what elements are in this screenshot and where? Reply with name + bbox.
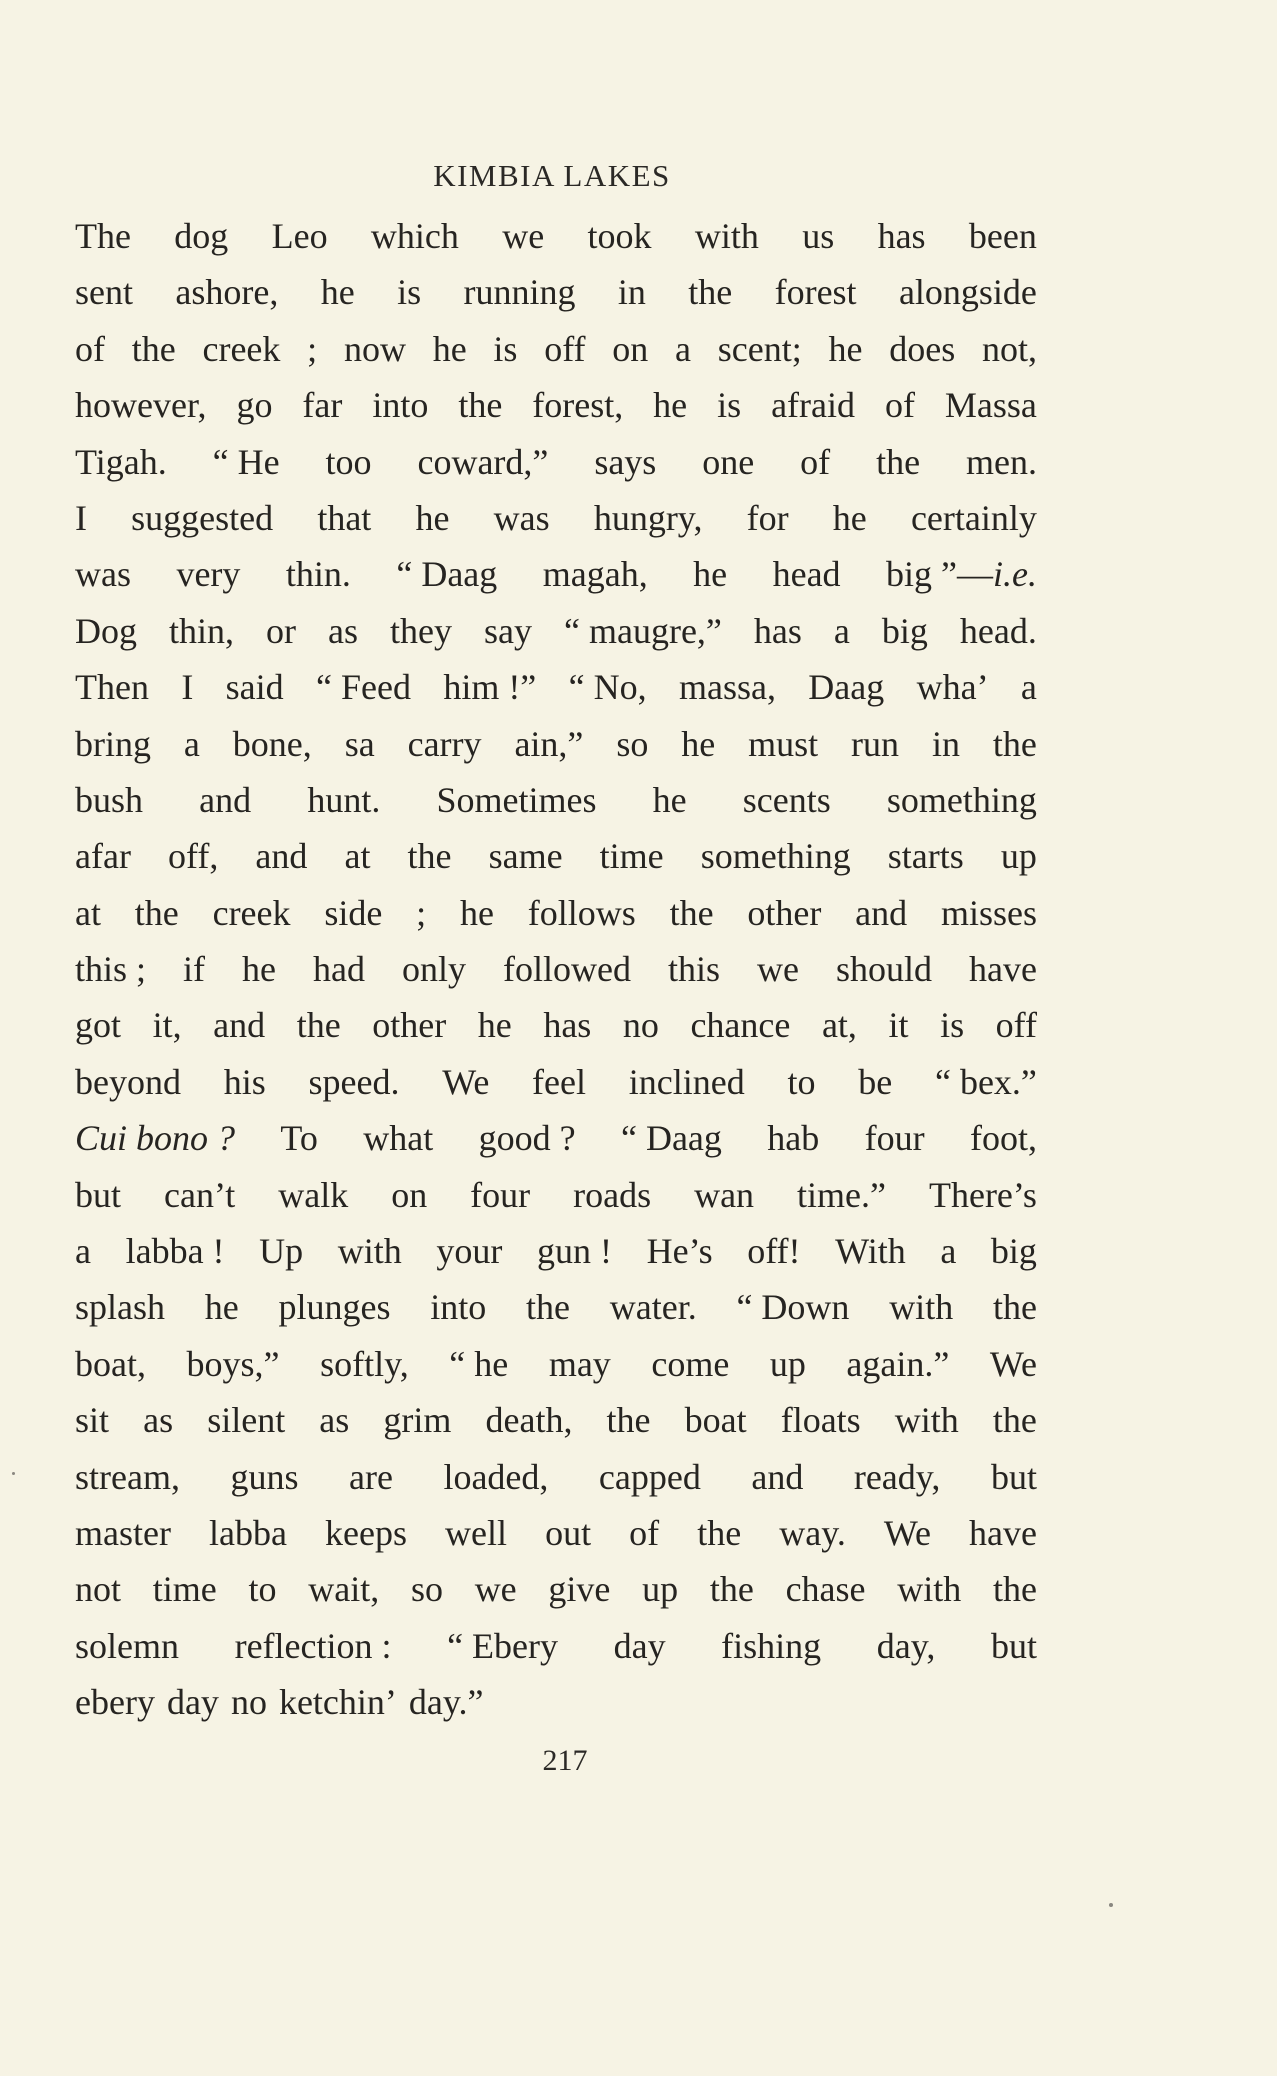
word: it, — [152, 1005, 182, 1046]
body-text — [75, 208, 1037, 1731]
word: “ Ebery — [447, 1625, 559, 1666]
word: in — [617, 272, 646, 313]
word: “ He — [212, 441, 280, 482]
word: off! — [747, 1231, 801, 1272]
text-line — [75, 321, 1037, 377]
word: same — [488, 836, 563, 877]
word: in — [931, 723, 960, 764]
word: to — [248, 1569, 277, 1610]
text-line — [75, 1618, 1037, 1674]
word: of — [884, 385, 915, 426]
word: but — [990, 1456, 1037, 1497]
word: the — [606, 1400, 651, 1441]
word: wha’ — [916, 667, 989, 708]
word: or — [266, 610, 297, 651]
word: into — [372, 385, 429, 426]
word: has — [877, 216, 926, 256]
word: this ; — [75, 949, 147, 990]
word: have — [969, 1512, 1037, 1553]
word: as — [319, 1400, 350, 1441]
word: a — [940, 1231, 957, 1272]
word: day.” — [408, 1682, 484, 1723]
word: “ Feed — [316, 667, 411, 708]
word: the — [669, 892, 714, 933]
text-line — [75, 434, 1037, 490]
text-line — [75, 885, 1037, 941]
word: to — [787, 1061, 816, 1102]
word: gun ! — [537, 1231, 612, 1272]
word: only — [401, 949, 466, 990]
word: grim — [383, 1400, 452, 1441]
word: solemn — [75, 1625, 179, 1666]
word: too — [325, 441, 372, 482]
word: was — [493, 497, 550, 538]
text-line — [75, 1167, 1037, 1223]
word: speed. — [308, 1061, 400, 1102]
word: it — [888, 1005, 909, 1046]
word: now — [343, 328, 406, 369]
word: may — [548, 1343, 611, 1384]
text-line — [75, 941, 1037, 997]
text-line — [75, 1110, 1037, 1166]
word: coward,” — [417, 441, 549, 482]
word: we — [756, 949, 799, 990]
word: foot, — [970, 1118, 1037, 1159]
text-line — [75, 772, 1037, 828]
word: the — [992, 1400, 1037, 1441]
word: boat — [684, 1400, 747, 1441]
word: does — [889, 328, 956, 369]
word: been — [968, 216, 1037, 256]
text-line — [75, 828, 1037, 884]
paper-speck — [1109, 1903, 1113, 1907]
word: hab — [767, 1118, 820, 1159]
word: with — [337, 1231, 402, 1272]
word: Daag — [808, 667, 885, 708]
word: way. — [779, 1512, 846, 1553]
word: us — [802, 216, 835, 256]
word: There’s — [928, 1174, 1037, 1215]
word: labba ! — [125, 1231, 225, 1272]
word: took — [587, 216, 652, 256]
word: day — [613, 1625, 666, 1666]
word: at, — [821, 1005, 857, 1046]
text-line — [75, 1223, 1037, 1279]
word: Sometimes — [436, 779, 597, 820]
word: a — [1020, 667, 1037, 708]
word: forest — [774, 272, 857, 313]
word: Cui bono ? — [75, 1118, 236, 1159]
text-line — [75, 208, 1037, 264]
word: the — [992, 1287, 1037, 1328]
word: big — [881, 610, 928, 651]
text-line — [75, 1054, 1037, 1110]
word: sent — [75, 272, 133, 313]
word: well — [445, 1512, 508, 1553]
word: be — [858, 1061, 893, 1102]
word: a — [75, 1231, 91, 1272]
word: stream, — [75, 1456, 180, 1497]
word: feel — [532, 1061, 586, 1102]
word: with — [889, 1287, 954, 1328]
word: sit — [75, 1400, 110, 1441]
word: alongside — [898, 272, 1037, 313]
word: follows — [527, 892, 636, 933]
word: capped — [598, 1456, 701, 1497]
word: ; — [416, 892, 427, 933]
word: at — [75, 892, 101, 933]
word: thin. — [285, 554, 351, 595]
word: reflection : — [234, 1625, 392, 1666]
word: off — [995, 1005, 1037, 1046]
word: we — [502, 216, 545, 256]
word: other — [747, 892, 822, 933]
word: massa, — [678, 667, 776, 708]
word: and — [751, 1456, 804, 1497]
word: forest, — [532, 385, 624, 426]
word: chase — [785, 1569, 866, 1610]
word: sa — [344, 723, 375, 764]
word: what — [363, 1118, 434, 1159]
word: scents — [742, 779, 831, 820]
word: he — [204, 1287, 239, 1328]
word: which — [370, 216, 459, 256]
word: I — [75, 497, 87, 538]
word: very — [176, 554, 241, 595]
word: Massa — [944, 385, 1037, 426]
word: a — [183, 723, 200, 764]
word: ebery — [75, 1682, 155, 1723]
word: so — [410, 1569, 443, 1610]
word: the — [131, 328, 176, 369]
word: the — [458, 385, 503, 426]
word: of — [629, 1512, 660, 1553]
word: ready, — [853, 1456, 941, 1497]
word: something — [700, 836, 851, 877]
word: they — [390, 610, 452, 651]
word: bring — [75, 723, 151, 764]
page-number: 217 — [542, 1744, 588, 1777]
word: death, — [485, 1400, 573, 1441]
word: the — [992, 723, 1037, 764]
word: I — [181, 667, 194, 708]
word: not — [75, 1569, 122, 1610]
word: said — [225, 667, 284, 708]
word: wan — [694, 1174, 755, 1215]
word: and — [199, 779, 252, 820]
word: are — [348, 1456, 393, 1497]
word: with — [894, 1400, 959, 1441]
text-line — [75, 1449, 1037, 1505]
word: men. — [965, 441, 1037, 482]
word: and — [213, 1005, 266, 1046]
word: off, — [168, 836, 219, 877]
word: come — [651, 1343, 730, 1384]
word: “ maugre,” — [564, 610, 722, 651]
word: hunt. — [307, 779, 381, 820]
word: water. — [609, 1287, 697, 1328]
text-line — [75, 1561, 1037, 1617]
word: softly, — [320, 1343, 409, 1384]
word: good ? — [478, 1118, 576, 1159]
word: “ he — [449, 1343, 509, 1384]
text-line — [75, 377, 1037, 433]
word: your — [436, 1231, 503, 1272]
word: head. — [959, 610, 1037, 651]
word: fishing — [721, 1625, 822, 1666]
word: as — [328, 610, 359, 651]
word: he — [242, 949, 276, 990]
word: he — [653, 385, 688, 426]
word: must — [748, 723, 819, 764]
word: of — [800, 441, 831, 482]
word: thin, — [169, 610, 235, 651]
word: roads — [573, 1174, 652, 1215]
word: so — [616, 723, 649, 764]
word: ; — [307, 328, 318, 369]
word: We — [883, 1512, 931, 1553]
word: and — [855, 892, 908, 933]
word: time.” — [797, 1174, 886, 1215]
word: certainly — [910, 497, 1037, 538]
word: head — [772, 554, 841, 595]
word: he — [320, 272, 355, 313]
word: afraid — [771, 385, 856, 426]
word: day, — [876, 1625, 936, 1666]
word: the — [134, 892, 179, 933]
word: To — [280, 1118, 318, 1159]
word: The — [75, 216, 131, 256]
word: him !” — [443, 667, 537, 708]
word: off — [544, 328, 586, 369]
word: on — [612, 328, 649, 369]
word: but — [75, 1174, 122, 1215]
word: running — [463, 272, 576, 313]
word: out — [545, 1512, 592, 1553]
word: “ Down — [736, 1287, 850, 1328]
word: “ No, — [568, 667, 647, 708]
word: loaded, — [443, 1456, 549, 1497]
word: the — [697, 1512, 742, 1553]
word: up — [642, 1569, 679, 1610]
word: time — [599, 836, 664, 877]
word: had — [313, 949, 365, 990]
word: give — [548, 1569, 611, 1610]
word: at — [344, 836, 371, 877]
word: was — [75, 554, 131, 595]
word: bush — [75, 779, 144, 820]
word: wait, — [308, 1569, 380, 1610]
word: the — [876, 441, 921, 482]
word: say — [484, 610, 532, 651]
word: has — [543, 1005, 592, 1046]
word: big — [990, 1231, 1037, 1272]
word: inclined — [628, 1061, 745, 1102]
word: “ Daag — [620, 1118, 722, 1159]
text-line — [75, 1279, 1037, 1335]
word: he — [693, 554, 728, 595]
text-line — [75, 490, 1037, 546]
word: starts — [887, 836, 964, 877]
word: master — [75, 1512, 171, 1553]
word: up — [769, 1343, 806, 1384]
word: magah, — [542, 554, 648, 595]
word: no — [230, 1682, 267, 1723]
word: for — [746, 497, 789, 538]
word: day — [166, 1682, 219, 1723]
word: can’t — [163, 1174, 236, 1215]
word: big ”—i.e. — [886, 554, 1037, 595]
word: bone, — [232, 723, 312, 764]
word: splash — [75, 1287, 165, 1328]
word: followed — [503, 949, 631, 990]
word: he — [477, 1005, 512, 1046]
word: is — [940, 1005, 965, 1046]
word: again.” — [846, 1343, 950, 1384]
word: creek — [212, 892, 291, 933]
word: not, — [981, 328, 1037, 369]
word: hungry, — [593, 497, 703, 538]
word: four — [470, 1174, 531, 1215]
word: the — [709, 1569, 754, 1610]
word: is — [717, 385, 742, 426]
word: if — [183, 949, 206, 990]
text-line — [75, 264, 1037, 320]
word: this — [667, 949, 720, 990]
word: run — [851, 723, 900, 764]
word: go — [236, 385, 273, 426]
word: he — [432, 328, 467, 369]
word: is — [493, 328, 518, 369]
word: walk — [278, 1174, 349, 1215]
word: as — [143, 1400, 174, 1441]
word: have — [968, 949, 1037, 990]
word: he — [832, 497, 867, 538]
word: but — [990, 1625, 1037, 1666]
word: Then — [75, 667, 149, 708]
text-line — [75, 1392, 1037, 1448]
word: Tigah. — [75, 441, 167, 482]
word: carry — [407, 723, 482, 764]
text-line — [75, 1674, 1037, 1730]
text-line — [75, 997, 1037, 1053]
word: ain,” — [514, 723, 584, 764]
word: creek — [202, 328, 281, 369]
word: on — [391, 1174, 428, 1215]
word: scent; — [717, 328, 802, 369]
word: plunges — [278, 1287, 391, 1328]
word: guns — [230, 1456, 299, 1497]
word: the — [993, 1569, 1037, 1610]
word: ashore, — [175, 272, 279, 313]
word: of — [75, 328, 105, 369]
word: beyond — [75, 1061, 181, 1102]
word: silent — [207, 1400, 286, 1441]
word: Up — [259, 1231, 304, 1272]
word: into — [430, 1287, 487, 1328]
word: dog — [174, 216, 229, 256]
word: a — [833, 610, 850, 651]
word: has — [753, 610, 802, 651]
word: however, — [75, 385, 207, 426]
word: a — [675, 328, 691, 369]
word: We — [442, 1061, 490, 1102]
word: he — [681, 723, 716, 764]
word: he — [828, 328, 863, 369]
word: “ Daag — [396, 554, 498, 595]
word: we — [474, 1569, 517, 1610]
word: We — [989, 1343, 1037, 1384]
word: one — [702, 441, 755, 482]
word: Leo — [271, 216, 328, 256]
word: Dog — [75, 610, 137, 651]
word: “ bex.” — [934, 1061, 1037, 1102]
word: chance — [690, 1005, 791, 1046]
word: other — [372, 1005, 447, 1046]
word: is — [397, 272, 422, 313]
text-line — [75, 716, 1037, 772]
word: floats — [780, 1400, 861, 1441]
word: he — [652, 779, 687, 820]
word: far — [302, 385, 343, 426]
word: boat, — [75, 1343, 146, 1384]
word: the — [296, 1005, 341, 1046]
word: side — [324, 892, 383, 933]
word: With — [835, 1231, 906, 1272]
word: misses — [940, 892, 1037, 933]
word: time — [152, 1569, 217, 1610]
word: ketchin’ — [278, 1682, 397, 1723]
text-line — [75, 1336, 1037, 1392]
running-head: KIMBIA LAKES — [433, 158, 671, 193]
paper-speck — [12, 1472, 15, 1475]
word: the — [407, 836, 452, 877]
word: He’s — [646, 1231, 713, 1272]
word: labba — [209, 1512, 287, 1553]
word: no — [622, 1005, 659, 1046]
word: should — [835, 949, 932, 990]
word: that — [317, 497, 372, 538]
text-line — [75, 659, 1037, 715]
word: something — [886, 779, 1037, 820]
word: and — [255, 836, 308, 877]
word: keeps — [325, 1512, 407, 1553]
word: says — [594, 441, 657, 482]
word: he — [459, 892, 494, 933]
word: got — [75, 1005, 122, 1046]
word: four — [864, 1118, 925, 1159]
word: up — [1000, 836, 1037, 877]
text-line — [75, 546, 1037, 602]
word: the — [526, 1287, 570, 1328]
word: his — [223, 1061, 266, 1102]
text-line — [75, 603, 1037, 659]
word: suggested — [131, 497, 274, 538]
word: with — [897, 1569, 962, 1610]
text-line — [75, 1505, 1037, 1561]
word: he — [415, 497, 450, 538]
word: with — [694, 216, 759, 256]
word: the — [688, 272, 733, 313]
word: boys,” — [186, 1343, 280, 1384]
word: afar — [75, 836, 131, 877]
